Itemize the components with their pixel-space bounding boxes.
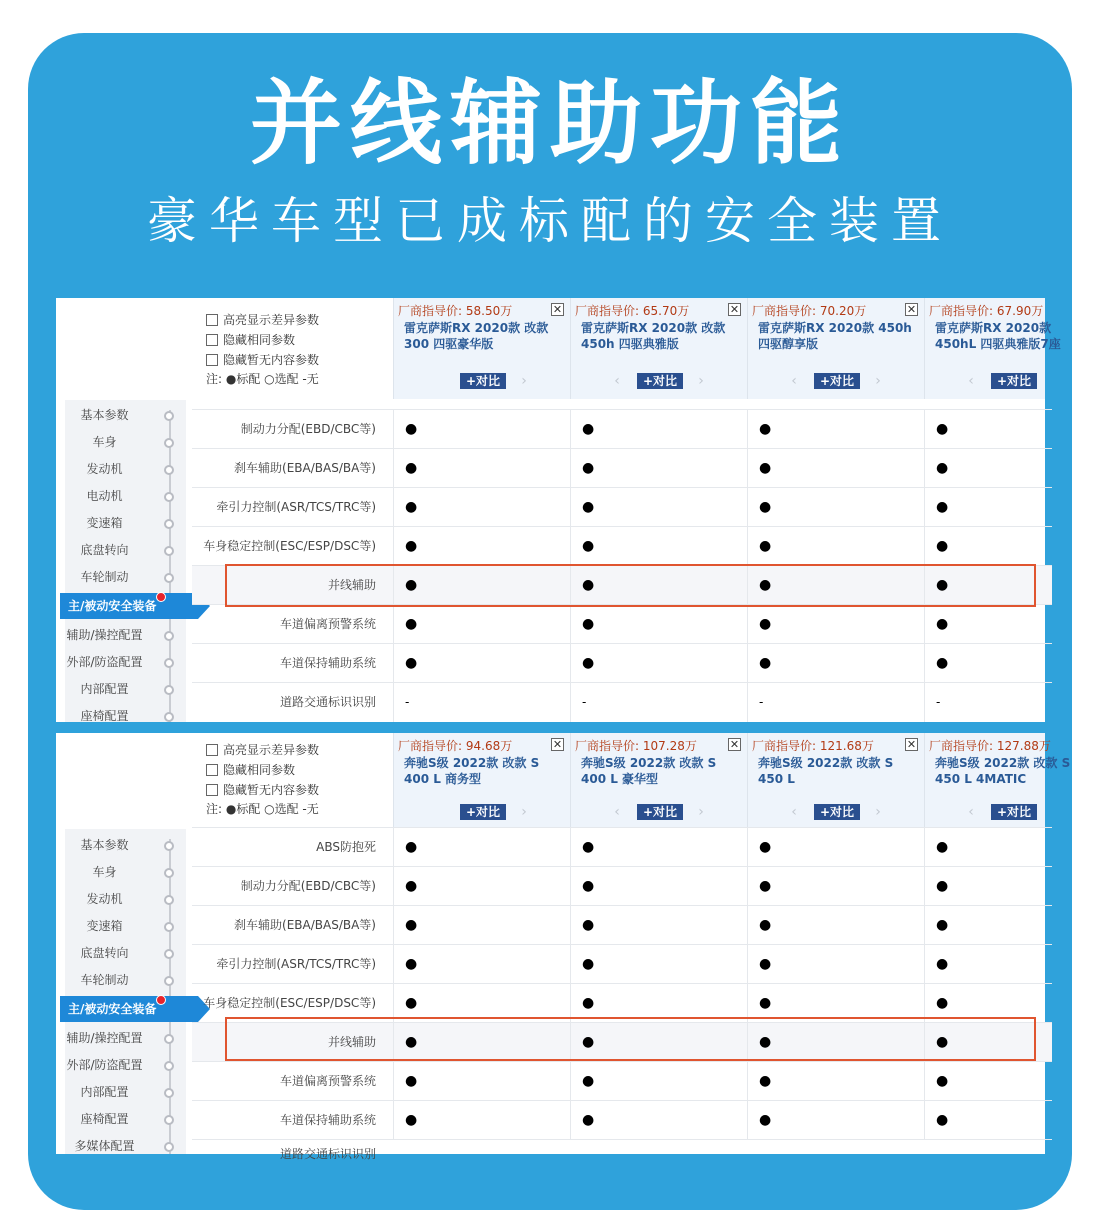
table-cell: ● (924, 1062, 1101, 1101)
table-row (192, 1100, 1052, 1139)
table-cell: ● (747, 1062, 924, 1101)
table-cell: ● (747, 449, 924, 488)
row-label: 车道保持辅助系统 (279, 656, 376, 670)
sidebar-dot (164, 631, 174, 641)
table-cell: ● (570, 867, 747, 906)
sidebar-dot (164, 685, 174, 695)
option-label: 隐藏暂无内容参数 (223, 353, 320, 367)
table-cell: ● (924, 566, 1101, 605)
row-label: 牵引力控制(ASR/TCS/TRC等) (216, 957, 376, 971)
sidebar-item-interior[interactable]: 内部配置 (80, 1085, 129, 1099)
legend-note: 注: ●标配 ○选配 -无 (206, 372, 319, 386)
chevron-left-icon[interactable]: ‹ (614, 373, 620, 389)
sidebar-item-basic[interactable]: 基本参数 (80, 408, 129, 422)
sidebar-dot (164, 868, 174, 878)
table-row (192, 827, 1052, 866)
checkbox-icon[interactable] (206, 354, 218, 366)
checkbox-icon[interactable] (206, 764, 218, 776)
table-cell: ● (924, 945, 1101, 984)
model-name[interactable]: 奔驰S级 2022款 改款 S 400 L 豪华型 (581, 756, 717, 786)
table-cell: ● (393, 527, 570, 566)
model-name[interactable]: 奔驰S级 2022款 改款 S 450 L 4MATIC (935, 756, 1071, 786)
model-price: 厂商指导价: 107.28万 (575, 739, 697, 753)
option-label: 高亮显示差异参数 (223, 313, 320, 327)
chevron-right-icon[interactable]: › (698, 804, 704, 820)
page-title: 并线辅助功能 (249, 70, 850, 177)
pin-icon (156, 592, 166, 602)
chevron-left-icon[interactable]: ‹ (968, 373, 974, 389)
sidebar-dot (164, 976, 174, 986)
row-label: 制动力分配(EBD/CBC等) (240, 422, 376, 436)
option-highlight-diff[interactable] (206, 742, 319, 758)
sidebar-item-media[interactable]: 多媒体配置 (74, 1139, 135, 1153)
option-label: 隐藏暂无内容参数 (223, 783, 320, 797)
sidebar-dot (164, 411, 174, 421)
model-price: 厂商指导价: 67.90万 (929, 304, 1044, 318)
chevron-right-icon[interactable]: › (875, 804, 881, 820)
table-cell: ● (747, 945, 924, 984)
checkbox-icon[interactable] (206, 784, 218, 796)
sidebar-item-brakes[interactable]: 车轮制动 (80, 973, 129, 987)
close-icon[interactable]: ✕ (729, 738, 740, 751)
table-cell: ● (570, 1023, 747, 1062)
chevron-right-icon[interactable]: › (875, 373, 881, 389)
sidebar-item-brakes[interactable]: 车轮制动 (80, 570, 129, 584)
table-cell: ● (570, 566, 747, 605)
table-cell: - (924, 683, 1101, 722)
row-label: 车道偏离预警系统 (279, 1074, 376, 1088)
model-price: 厂商指导价: 70.20万 (752, 304, 867, 318)
sidebar-dot (164, 573, 174, 583)
table-row (192, 643, 1052, 682)
model-name[interactable]: 雷克萨斯RX 2020款 450hL 四驱典雅版7座 (935, 321, 1061, 351)
chevron-left-icon[interactable]: ‹ (791, 373, 797, 389)
compare-button[interactable]: +对比 (637, 804, 683, 820)
row-label: 道路交通标识识别 (279, 1147, 376, 1161)
chevron-left-icon[interactable]: ‹ (968, 804, 974, 820)
sidebar-item-chassis[interactable]: 底盘转向 (80, 543, 129, 557)
compare-button[interactable]: +对比 (814, 373, 860, 389)
compare-button[interactable]: +对比 (460, 804, 506, 820)
sidebar-dot (164, 1034, 174, 1044)
sidebar-item-basic[interactable]: 基本参数 (80, 838, 129, 852)
table-cell: ● (570, 605, 747, 644)
table-row (192, 604, 1052, 643)
close-icon[interactable]: ✕ (552, 738, 563, 751)
sidebar-dot (164, 895, 174, 905)
table-cell: ● (393, 1062, 570, 1101)
table-cell: ● (924, 410, 1101, 449)
chevron-right-icon[interactable]: › (521, 373, 527, 389)
table-cell: - (570, 683, 747, 722)
row-label: 并线辅助 (327, 578, 376, 592)
row-label: 并线辅助 (327, 1035, 376, 1049)
table-cell: ● (393, 984, 570, 1023)
page-subtitle: 豪华车型已成标配的安全装置 (147, 192, 953, 250)
sidebar-dot (164, 492, 174, 502)
model-header-3 (747, 733, 924, 827)
row-label: 牵引力控制(ASR/TCS/TRC等) (216, 500, 376, 514)
table-cell: ● (924, 605, 1101, 644)
model-header-4 (924, 733, 1071, 827)
checkbox-icon[interactable] (206, 314, 218, 326)
table-cell: ● (570, 527, 747, 566)
row-label: 制动力分配(EBD/CBC等) (240, 879, 376, 893)
chevron-right-icon[interactable]: › (521, 804, 527, 820)
table-cell: ● (924, 828, 1101, 867)
table-cell: ● (570, 449, 747, 488)
sidebar-item-safety-active[interactable]: 主/被动安全装备 (60, 996, 198, 1022)
sidebar-dot (164, 658, 174, 668)
table-cell: ● (747, 566, 924, 605)
sidebar-item-assist[interactable]: 辅助/操控配置 (66, 1031, 143, 1045)
table-row (192, 409, 1052, 448)
table-cell: ● (747, 644, 924, 683)
table-cell: ● (924, 1101, 1101, 1140)
table-cell: ● (393, 1101, 570, 1140)
sidebar-dot (164, 1088, 174, 1098)
table-cell: - (393, 683, 570, 722)
table-row (192, 526, 1052, 565)
model-header-4 (924, 298, 1061, 399)
row-label: 车道偏离预警系统 (279, 617, 376, 631)
highlight-box (225, 1017, 1036, 1061)
table-cell: ● (393, 605, 570, 644)
table-cell: ● (570, 984, 747, 1023)
legend-note: 注: ●标配 ○选配 -无 (206, 802, 319, 816)
table-row (192, 866, 1052, 905)
sidebar-dot (164, 922, 174, 932)
close-icon[interactable]: ✕ (906, 738, 917, 751)
table-cell: ● (393, 906, 570, 945)
sidebar-item-interior[interactable]: 内部配置 (80, 682, 129, 696)
table-cell: ● (570, 1101, 747, 1140)
row-label: 车道保持辅助系统 (279, 1113, 376, 1127)
table-cell: ● (570, 1062, 747, 1101)
model-name[interactable]: 雷克萨斯RX 2020款 450h 四驱醇享版 (758, 321, 912, 351)
table-cell: ● (570, 945, 747, 984)
option-hide-same[interactable] (206, 762, 295, 778)
row-label: 道路交通标识识别 (279, 695, 376, 709)
table-cell: ● (747, 488, 924, 527)
sidebar-dot (164, 949, 174, 959)
table-row (192, 682, 1052, 721)
model-header-1 (393, 733, 570, 827)
sidebar-item-engine[interactable]: 发动机 (86, 892, 123, 906)
option-label: 隐藏相同参数 (223, 333, 296, 347)
close-icon[interactable]: ✕ (552, 303, 563, 316)
close-icon[interactable]: ✕ (729, 303, 740, 316)
table-cell: ● (747, 605, 924, 644)
chevron-right-icon[interactable]: › (698, 373, 704, 389)
table-cell: ● (393, 566, 570, 605)
table-cell: ● (747, 1101, 924, 1140)
table-cell: ● (747, 867, 924, 906)
table-row (192, 944, 1052, 983)
sidebar-item-motor[interactable]: 电动机 (86, 489, 123, 503)
table-cell: ● (570, 828, 747, 867)
spec-panel-lexus (56, 298, 1061, 723)
chevron-left-icon[interactable]: ‹ (614, 804, 620, 820)
sidebar-item-body[interactable]: 车身 (92, 435, 117, 449)
model-name[interactable]: 奔驰S级 2022款 改款 S 400 L 商务型 (404, 756, 540, 786)
spec-panel-benz (56, 733, 1071, 1161)
sidebar-item-gearbox[interactable]: 变速箱 (86, 919, 123, 933)
sidebar-item-exterior[interactable]: 外部/防盗配置 (66, 1058, 143, 1072)
table-cell: ● (747, 906, 924, 945)
table-cell: ● (570, 644, 747, 683)
sidebar-item-chassis[interactable]: 底盘转向 (80, 946, 129, 960)
table-row (192, 1139, 1052, 1178)
option-hide-empty[interactable] (206, 782, 319, 798)
option-label: 隐藏相同参数 (223, 763, 296, 777)
sidebar-dot (164, 1061, 174, 1071)
sidebar-item-seats[interactable]: 座椅配置 (80, 1112, 129, 1126)
sidebar-dot (164, 1115, 174, 1125)
table-cell: ● (393, 410, 570, 449)
table-row (192, 448, 1052, 487)
table-cell: ● (393, 449, 570, 488)
compare-button[interactable]: +对比 (460, 373, 506, 389)
model-price: 厂商指导价: 94.68万 (398, 739, 513, 753)
model-price: 厂商指导价: 127.88万 (929, 739, 1051, 753)
sidebar-item-safety-active[interactable]: 主/被动安全装备 (60, 593, 198, 619)
table-cell: ● (747, 410, 924, 449)
model-price: 厂商指导价: 65.70万 (575, 304, 690, 318)
sidebar-dot (164, 712, 174, 722)
table-cell: ● (393, 867, 570, 906)
sidebar-item-exterior[interactable]: 外部/防盗配置 (66, 655, 143, 669)
option-label: 高亮显示差异参数 (223, 743, 320, 757)
table-cell: ● (747, 984, 924, 1023)
row-label: 刹车辅助(EBA/BAS/BA等) (234, 461, 376, 475)
sidebar-item-seats[interactable]: 座椅配置 (80, 709, 129, 723)
table-cell: ● (570, 410, 747, 449)
option-highlight-diff[interactable] (206, 312, 319, 328)
table-cell: ● (393, 488, 570, 527)
sidebar-dot (164, 438, 174, 448)
compare-button[interactable]: +对比 (814, 804, 860, 820)
sidebar-dot (164, 841, 174, 851)
option-hide-empty[interactable] (206, 352, 319, 368)
sidebar-item-engine[interactable]: 发动机 (86, 462, 123, 476)
table-cell: ● (924, 867, 1101, 906)
checkbox-icon[interactable] (206, 744, 218, 756)
model-price: 厂商指导价: 58.50万 (398, 304, 513, 318)
row-label: 车身稳定控制(ESC/ESP/DSC等) (203, 539, 376, 553)
table-row (192, 905, 1052, 944)
sidebar-item-gearbox[interactable]: 变速箱 (86, 516, 123, 530)
table-cell: ● (747, 527, 924, 566)
sidebar-dot (164, 1142, 174, 1152)
table-cell: ● (924, 449, 1101, 488)
chevron-left-icon[interactable]: ‹ (791, 804, 797, 820)
row-label: ABS防抱死 (316, 840, 376, 854)
sidebar-dot (164, 519, 174, 529)
compare-button[interactable]: +对比 (637, 373, 683, 389)
compare-button[interactable]: +对比 (991, 804, 1037, 820)
option-hide-same[interactable] (206, 332, 295, 348)
table-cell: ● (924, 527, 1101, 566)
checkbox-icon[interactable] (206, 334, 218, 346)
table-cell: ● (924, 1023, 1101, 1062)
table-cell: ● (747, 828, 924, 867)
table-cell: ● (393, 828, 570, 867)
model-name[interactable]: 奔驰S级 2022款 改款 S 450 L (758, 756, 894, 786)
model-header-2 (570, 733, 747, 827)
model-header-1 (393, 298, 570, 399)
pin-icon (156, 995, 166, 1005)
table-cell: ● (924, 984, 1101, 1023)
model-price: 厂商指导价: 121.68万 (752, 739, 874, 753)
table-row (192, 487, 1052, 526)
table-cell: - (747, 683, 924, 722)
model-header-2 (570, 298, 747, 399)
table-cell: ● (747, 1023, 924, 1062)
table-cell: ● (570, 488, 747, 527)
sidebar-item-body[interactable]: 车身 (92, 865, 117, 879)
table-cell: ● (924, 644, 1101, 683)
table-cell: ● (393, 1023, 570, 1062)
row-label: 刹车辅助(EBA/BAS/BA等) (234, 918, 376, 932)
table-cell: ● (924, 488, 1101, 527)
highlight-box (225, 564, 1036, 607)
table-cell: ● (393, 945, 570, 984)
table-cell: ● (393, 644, 570, 683)
table-row (192, 1061, 1052, 1100)
model-name[interactable]: 雷克萨斯RX 2020款 改款 300 四驱豪华版 (404, 321, 549, 351)
model-name[interactable]: 雷克萨斯RX 2020款 改款 450h 四驱典雅版 (581, 321, 726, 351)
table-cell: ● (570, 906, 747, 945)
close-icon[interactable]: ✕ (906, 303, 917, 316)
row-label: 车身稳定控制(ESC/ESP/DSC等) (203, 996, 376, 1010)
model-header-3 (747, 298, 924, 399)
table-cell: ● (924, 906, 1101, 945)
compare-button[interactable]: +对比 (991, 373, 1037, 389)
sidebar-item-assist[interactable]: 辅助/操控配置 (66, 628, 143, 642)
sidebar-dot (164, 546, 174, 556)
sidebar-dot (164, 465, 174, 475)
